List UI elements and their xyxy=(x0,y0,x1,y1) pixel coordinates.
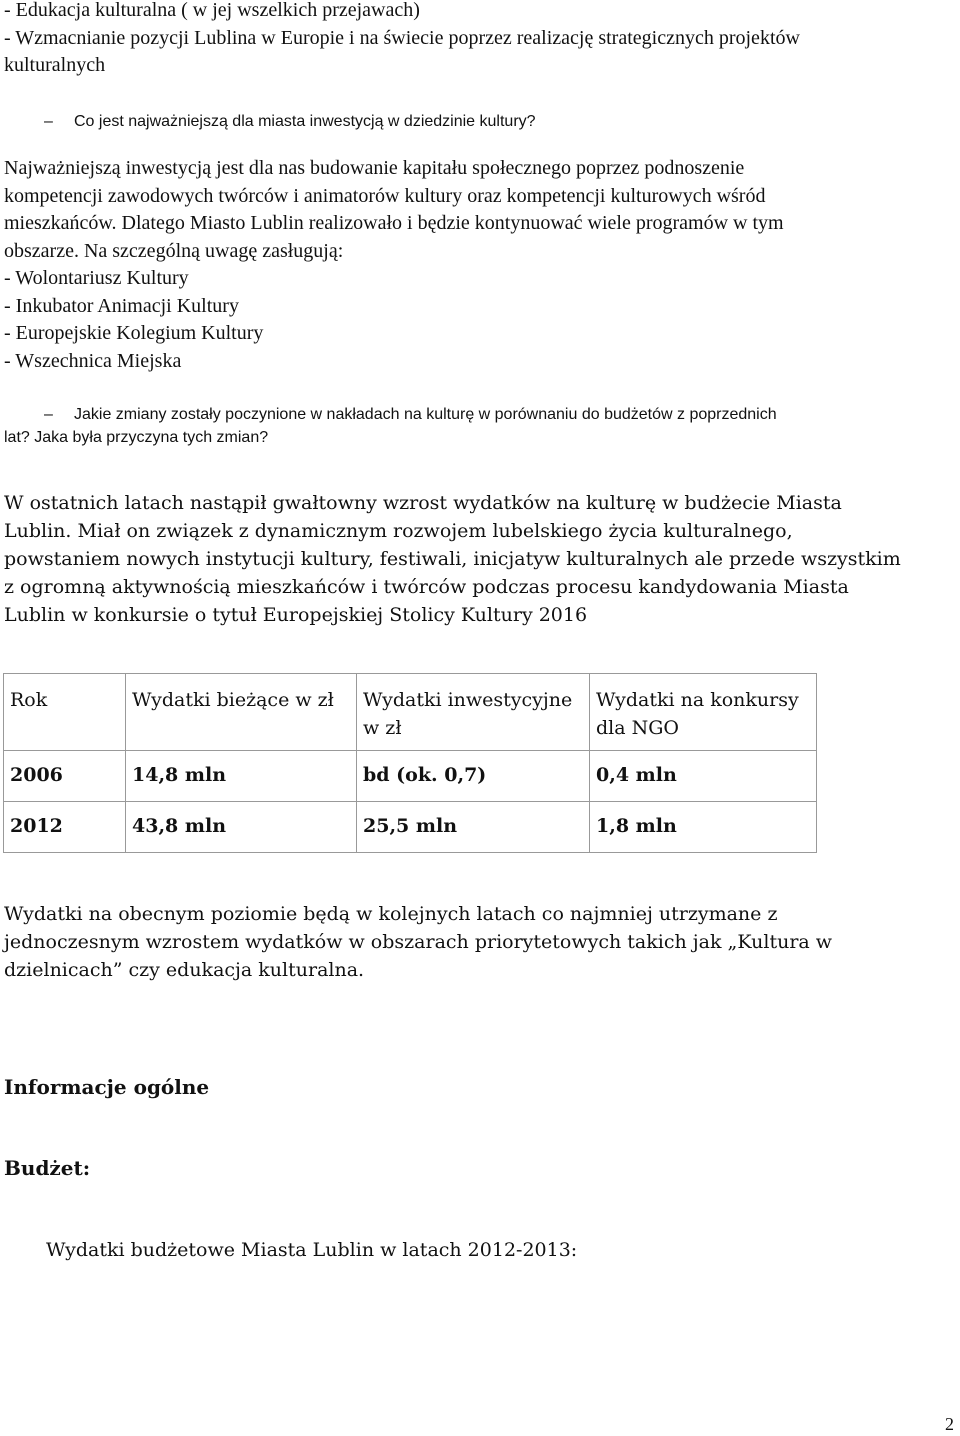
paragraph-line: z ogromną aktywnością mieszkańców i twórców podczas procesu kandydowania Miasta xyxy=(4,576,849,598)
question-2 xyxy=(44,403,960,426)
table-cell: 2006 xyxy=(4,751,126,802)
question-text: lat? Jaka była przyczyna tych zmian? xyxy=(4,429,269,446)
table-cell: 14,8 mln xyxy=(126,751,357,802)
paragraph-line: obszarze. Na szczególną uwagę zasługują: xyxy=(4,239,344,262)
paragraph-line: powstaniem nowych instytucji kultury, festiwali, inicjatyw kulturalnych ale przede wszystkim xyxy=(4,548,901,570)
answer-1 xyxy=(4,155,960,375)
list-item: kulturalnych xyxy=(4,54,106,76)
table-header-cell: Wydatki inwestycyjne w zł xyxy=(357,674,590,751)
paragraph-line: Wydatki na obecnym poziomie będą w kolejnych latach co najmniej utrzymane z xyxy=(4,903,778,925)
section-heading-general: Informacje ogólne xyxy=(4,1075,210,1099)
table-cell: bd (ok. 0,7) xyxy=(357,751,590,802)
table-header-cell: Wydatki bieżące w zł xyxy=(126,674,357,751)
page-number: 2 xyxy=(945,1414,954,1434)
table-row xyxy=(4,802,817,853)
table-cell: 25,5 mln xyxy=(357,802,590,853)
budget-caption: Wydatki budżetowe Miasta Lublin w latach 2012-2013: xyxy=(46,1239,578,1261)
table-header-cell: Wydatki na konkursy dla NGO xyxy=(590,674,817,751)
answer-2 xyxy=(4,489,960,629)
question-dash: – xyxy=(44,406,53,423)
question-text: Co jest najważniejszą dla miasta inwestycją w dziedzinie kultury? xyxy=(74,113,536,130)
table-row xyxy=(4,751,817,802)
question-1 xyxy=(0,110,960,133)
paragraph-line: Najważniejszą inwestycją jest dla nas budowanie kapitału społecznego poprzez podnoszenie xyxy=(4,157,745,179)
list-item: - Wszechnica Miejska xyxy=(4,349,182,372)
paragraph-line: mieszkańców. Dlatego Miasto Lublin realizowało i będzie kontynuować wiele programów w tym xyxy=(4,212,784,234)
table-header-cell: Rok xyxy=(4,674,126,751)
list-item: - Wzmacnianie pozycji Lublina w Europie i na świecie poprzez realizację strategicznych projektów xyxy=(4,26,800,49)
table-cell: 0,4 mln xyxy=(590,751,817,802)
list-item: - Edukacja kulturalna ( w jej wszelkich przejawach) xyxy=(4,0,420,21)
paragraph-line: Lublin w konkursie o tytuł Europejskiej Stolicy Kultury 2016 xyxy=(4,604,588,626)
paragraph-line: kompetencji zawodowych twórców i animatorów kultury oraz kompetencji kulturowych wśród xyxy=(4,184,766,207)
list-item: - Europejskie Kolegium Kultury xyxy=(4,322,264,344)
paragraph-line: W ostatnich latach nastąpił gwałtowny wzrost wydatków na kulturę w budżecie Miasta xyxy=(4,492,842,514)
table-cell: 1,8 mln xyxy=(590,802,817,853)
question-text: Jakie zmiany zostały poczynione w nakładach na kulturę w porównaniu do budżetów z poprzednich xyxy=(74,406,777,423)
paragraph-line: Lublin. Miał on związek z dynamicznym rozwojem lubelskiego życia kulturalnego, xyxy=(4,520,793,542)
top-list xyxy=(4,0,960,80)
question-2-cont xyxy=(4,426,960,449)
answer-3 xyxy=(4,900,960,984)
paragraph-line: dzielnicach” czy edukacja kulturalna. xyxy=(4,959,365,981)
budget-table xyxy=(3,673,817,853)
table-cell: 43,8 mln xyxy=(126,802,357,853)
question-dash: – xyxy=(44,113,53,130)
table-cell: 2012 xyxy=(4,802,126,853)
list-item: - Wolontariusz Kultury xyxy=(4,267,189,289)
list-item: - Inkubator Animacji Kultury xyxy=(4,294,239,317)
section-heading-budget: Budżet: xyxy=(4,1156,91,1180)
paragraph-line: jednoczesnym wzrostem wydatków w obszarach priorytetowych takich jak „Kultura w xyxy=(4,931,833,953)
table-header-row xyxy=(4,674,817,751)
